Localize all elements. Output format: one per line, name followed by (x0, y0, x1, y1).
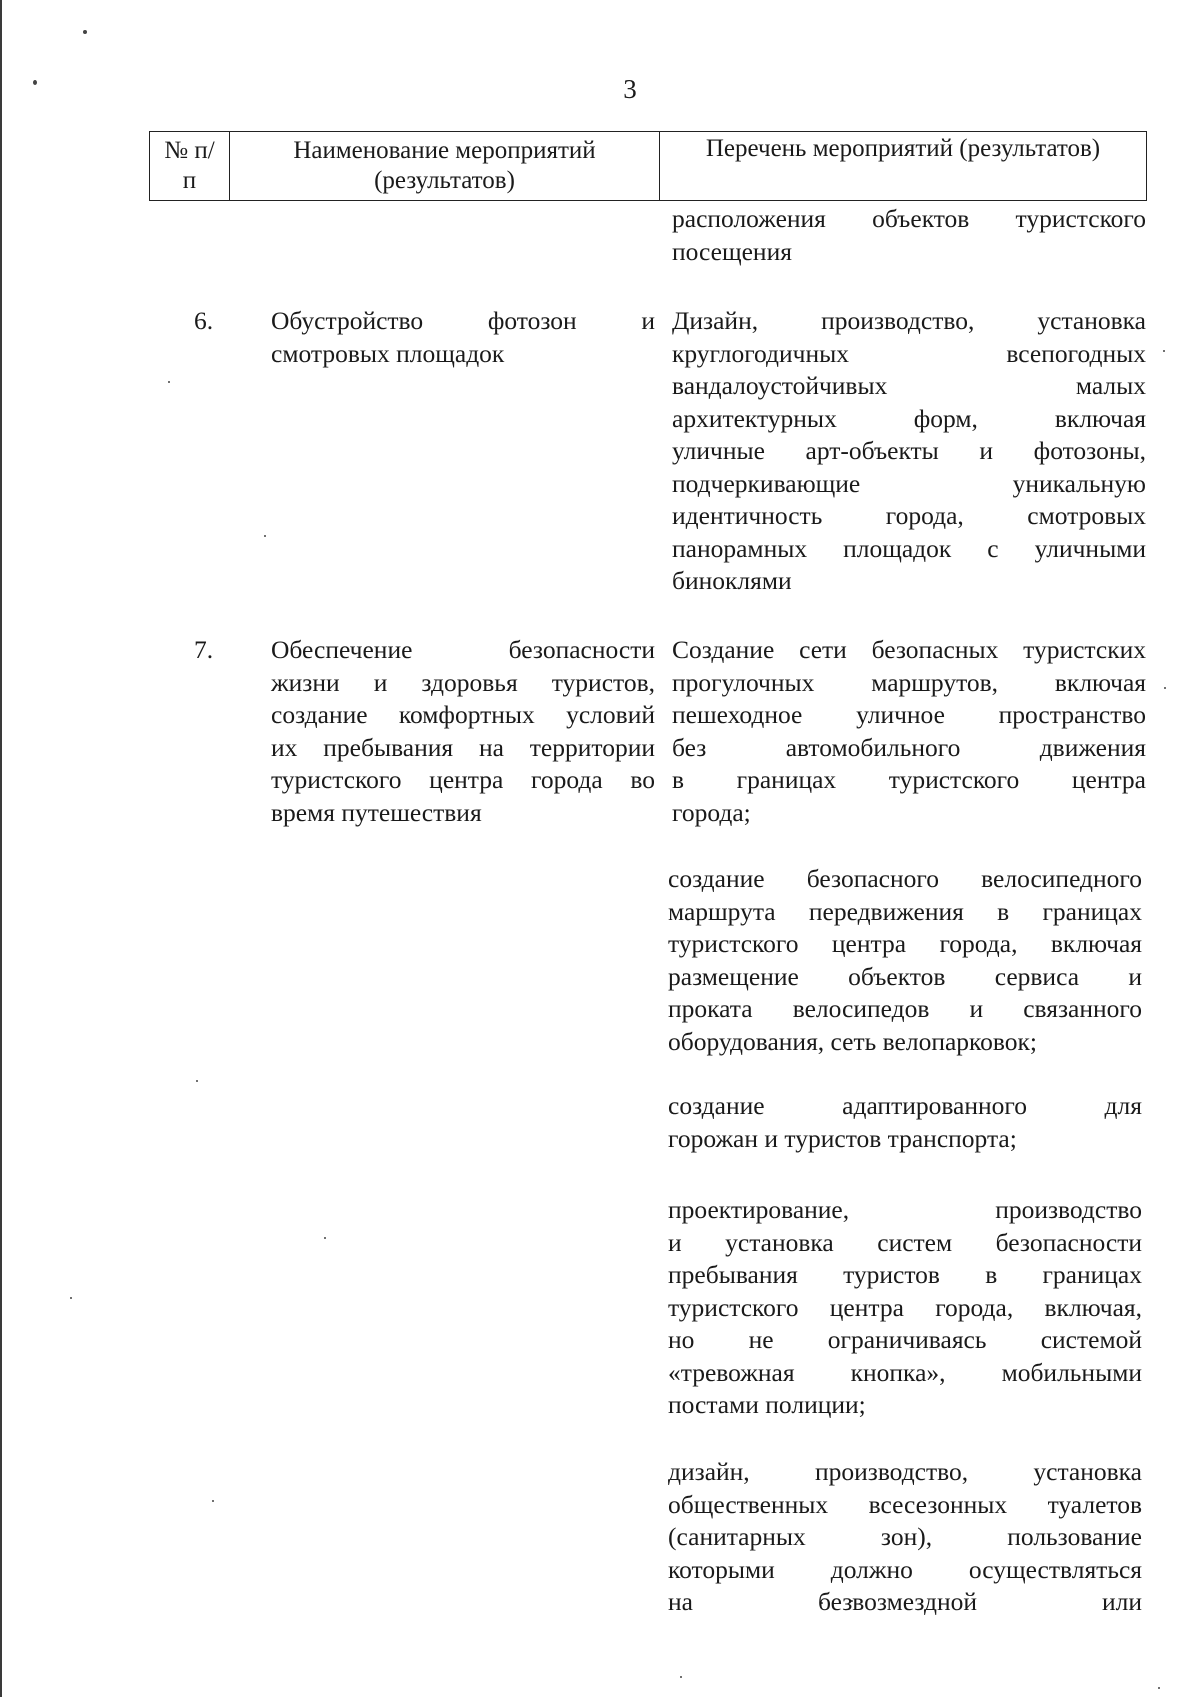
scan-speck (680, 1676, 682, 1678)
text-line: размещение объектов сервиса и (668, 961, 1142, 991)
text-line: дизайн, производство, установка (668, 1457, 1142, 1486)
header-col-number-label: № п/п (164, 137, 215, 194)
text-line: подчеркивающие уникальную (672, 468, 1146, 498)
text-line: создание адаптированного для (668, 1091, 1142, 1120)
text-line: оборудования, сеть велопарковок; (668, 1026, 1037, 1056)
scan-speck (70, 1297, 72, 1299)
text-line: в границах туристского центра (672, 765, 1146, 794)
text-line: Создание сети безопасных туристских (672, 635, 1146, 664)
text-line: идентичность города, смотровых (672, 501, 1146, 530)
text-line: посещения (672, 236, 792, 266)
text-line: но не ограничиваясь системой (668, 1325, 1142, 1354)
text-line: уличные арт-объекты и фотозоны, (672, 436, 1146, 465)
header-col-list (659, 132, 1146, 200)
scan-speck (264, 535, 266, 537)
text-line: без автомобильного движения (672, 732, 1146, 762)
scan-speck (83, 30, 87, 34)
text-line: расположения объектов туристского (672, 204, 1146, 233)
text-line: пешеходное уличное пространство (672, 700, 1146, 729)
scan-speck (196, 1080, 198, 1082)
scan-speck (168, 381, 170, 383)
row-7-item-5 (668, 1456, 1142, 1619)
text-line: Обустройство фотозон и (271, 306, 655, 335)
header-col-name-label: Наименование мероприятий (результатов) (293, 137, 596, 194)
scan-speck (1164, 687, 1166, 689)
text-line: жизни и здоровья туристов, (271, 667, 655, 697)
text-line: туристского центра города, включая (668, 929, 1142, 958)
text-line: Дизайн, производство, установка (672, 306, 1146, 335)
text-line: горожан и туристов транспорта; (668, 1123, 1017, 1153)
header-col-name (229, 132, 659, 200)
text-line: Обеспечение безопасности (271, 635, 655, 664)
text-line: время путешествия (271, 797, 482, 827)
text-line: пребывания туристов в границах (668, 1260, 1142, 1289)
table-header (149, 131, 1147, 201)
row-7-number: 7. (194, 635, 214, 664)
scan-speck (1163, 350, 1165, 352)
row-6-item-1 (672, 305, 1146, 598)
text-line: биноклями (672, 566, 792, 595)
text-line: архитектурных форм, включая (672, 403, 1146, 433)
scan-speck (1158, 1687, 1160, 1689)
text-line: их пребывания на территории (271, 732, 655, 762)
row-6-name (271, 305, 655, 370)
text-line: и установка систем безопасности (668, 1227, 1142, 1257)
text-line: туристского центра города во (271, 765, 655, 794)
text-line: туристского центра города, включая, (668, 1292, 1142, 1322)
header-col-list-label: Перечень мероприятий (результатов) (705, 135, 1101, 162)
text-line: (санитарных зон), пользование (668, 1522, 1142, 1551)
text-line: проката велосипедов и связанного (668, 994, 1142, 1023)
text-line: на безвозмездной или (668, 1587, 1142, 1616)
text-line: создание комфортных условий (271, 700, 655, 729)
text-line: проектирование, производство (668, 1195, 1142, 1224)
scan-speck (324, 1237, 326, 1239)
continuation-text (672, 203, 1146, 268)
text-line: которыми должно осуществляться (668, 1554, 1142, 1584)
text-line: круглогодичных всепогодных (672, 338, 1146, 368)
header-col-number (150, 132, 229, 200)
text-line: «тревожная кнопка», мобильными (668, 1357, 1142, 1387)
row-6-number: 6. (194, 306, 214, 335)
text-line: прогулочных маршрутов, включая (672, 667, 1146, 697)
text-line: смотровых площадок (271, 338, 505, 368)
row-7-name (271, 634, 655, 829)
page-left-edge (0, 0, 2, 1697)
page-number: 3 (623, 74, 637, 104)
text-line: города; (672, 797, 751, 827)
row-7-item-4 (668, 1194, 1142, 1422)
row-7-item-3 (668, 1090, 1142, 1155)
text-line: общественных всесезонных туалетов (668, 1489, 1142, 1519)
scan-speck (212, 1500, 214, 1502)
text-line: создание безопасного велосипедного (668, 864, 1142, 893)
row-7-item-1 (672, 634, 1146, 829)
text-line: панорамных площадок с уличными (672, 533, 1146, 563)
text-line: постами полиции; (668, 1390, 866, 1419)
row-7-item-2 (668, 863, 1142, 1058)
text-line: вандалоустойчивых малых (672, 371, 1146, 400)
text-line: маршрута передвижения в границах (668, 896, 1142, 926)
